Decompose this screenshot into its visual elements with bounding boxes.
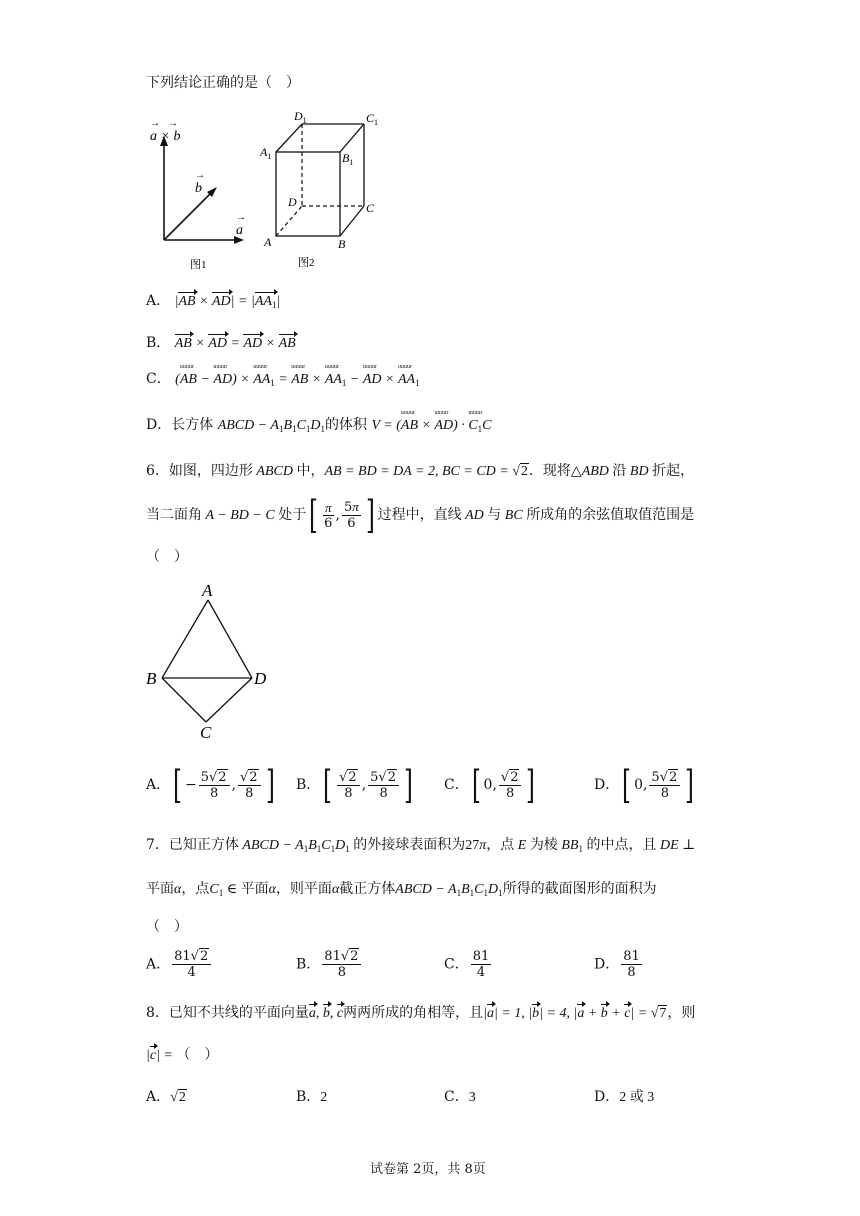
vertex-b-label: B: [146, 669, 157, 688]
figure-1-vectors: [140, 112, 260, 272]
question-5-stem: 下列结论正确的是（ ）: [146, 75, 300, 91]
fig2-caption: 图2: [298, 257, 315, 269]
q8-option-b[interactable]: B．2: [296, 1089, 328, 1105]
question-6-line-1: 6．如图，四边形 ABCD 中，AB = BD = DA = 2, BC = CD = √2．现将△ABD 沿 BD 折起，: [146, 463, 695, 479]
svg-text:A1: $A_1$: [260, 145, 272, 161]
question-7-line-2: 平面α，点$C_1$ ∈ 平面α，则平面α截正方体ABCD − $A_1B_1C_1D_1$所得的截面图形的面积为: [146, 881, 657, 898]
fig1-caption: 图1: [190, 259, 207, 271]
q6-option-c[interactable]: C．[ 0, $\frac{√2}{8}$ ]: [444, 763, 536, 807]
q5-option-c[interactable]: C． (uuuur AB − uuuur AD) × uuuur $AA_1$ = uuuur AB × uuuur $AA_1$ − uuuur AD × uuuur $AA_1$: [146, 372, 420, 388]
svg-text:B: B: [338, 237, 346, 251]
svg-text:B1: $B_1$: [342, 151, 354, 167]
fig1-a-label: a: [236, 223, 243, 238]
q6-option-d[interactable]: D．[ 0, $\frac{5√2}{8}$ ]: [594, 763, 695, 807]
svg-text:C1: $C_1$: [366, 111, 379, 127]
q6-option-b[interactable]: B．[ $\frac{√2}{8}$ , $\frac{5√2}{8}$ ]: [296, 763, 413, 807]
q8-option-c[interactable]: C．3: [444, 1089, 476, 1105]
q7-option-a[interactable]: A． $\frac{81√2}{4}$: [146, 950, 213, 979]
q7-option-d[interactable]: D． $\frac{81}{8}$: [594, 949, 640, 980]
question-8-line-2: |c| = （ ）: [146, 1047, 219, 1063]
svg-text:C: C: [366, 201, 375, 215]
question-6-paren: （ ）: [146, 549, 188, 565]
svg-text:A: A: [264, 235, 272, 249]
fig1-b-label: b: [195, 181, 202, 196]
question-7-line-1: 7．已知正方体 ABCD − $A_1B_1C_1D_1$ 的外接球表面积为27π，点 E 为棱 $BB_1$ 的中点，且 DE ⊥: [146, 837, 696, 854]
svg-text:→: →: [236, 212, 246, 223]
fig1-cross-label: a × b: [150, 129, 181, 144]
figure-2-cube: [256, 106, 386, 272]
q8-option-d[interactable]: D．2 或 3: [594, 1089, 655, 1105]
question-7-paren: （ ）: [146, 919, 188, 935]
q6-option-a[interactable]: A．[ − $\frac{5√2}{8}$ , $\frac{√2}{8}$ ]: [146, 763, 275, 807]
q8-option-a[interactable]: A．√2: [146, 1089, 186, 1105]
q5-option-d[interactable]: D．长方体 ABCD − $A_1B_1C_1D_1$的体积 V = (uuuur AB × uuuur AD) · uuuur $C_1C$: [146, 418, 492, 434]
vertex-c-label: C: [200, 723, 212, 742]
vertex-a-label: A: [202, 581, 213, 600]
q5-option-a[interactable]: A． $|AB \times AD| = |AA_1|$: [146, 293, 281, 310]
question-8-line-1: 8．已知不共线的平面向量a, b, c两两所成的角相等，且|a| = 1, |b| = 4, |a + b + c| = √7，则: [146, 1005, 696, 1021]
svg-text:D1: $D_1$: [294, 109, 307, 125]
svg-text:→: →: [168, 118, 178, 129]
svg-text:D: D: [288, 195, 297, 209]
figure-quadrilateral-abcd: [140, 578, 280, 748]
question-6-line-2: 当二面角 A − BD − C 处于[ $\frac{\pi}{6}$ , $\frac{5\pi}{6}$ ] 过程中，直线 AD 与 BC 所成角的余弦值取值范围是: [146, 493, 695, 537]
q7-option-b[interactable]: B． $\frac{81√2}{8}$: [296, 950, 363, 979]
svg-text:→: →: [195, 170, 205, 181]
q5-option-b[interactable]: B． AB × AD = AD × AB: [146, 335, 296, 351]
vertex-d-label: D: [254, 669, 267, 688]
q7-option-c[interactable]: C． $\frac{81}{4}$: [444, 949, 490, 980]
svg-text:→: →: [150, 118, 160, 129]
page-footer: 试卷第 2页，共 8页: [370, 1162, 486, 1177]
